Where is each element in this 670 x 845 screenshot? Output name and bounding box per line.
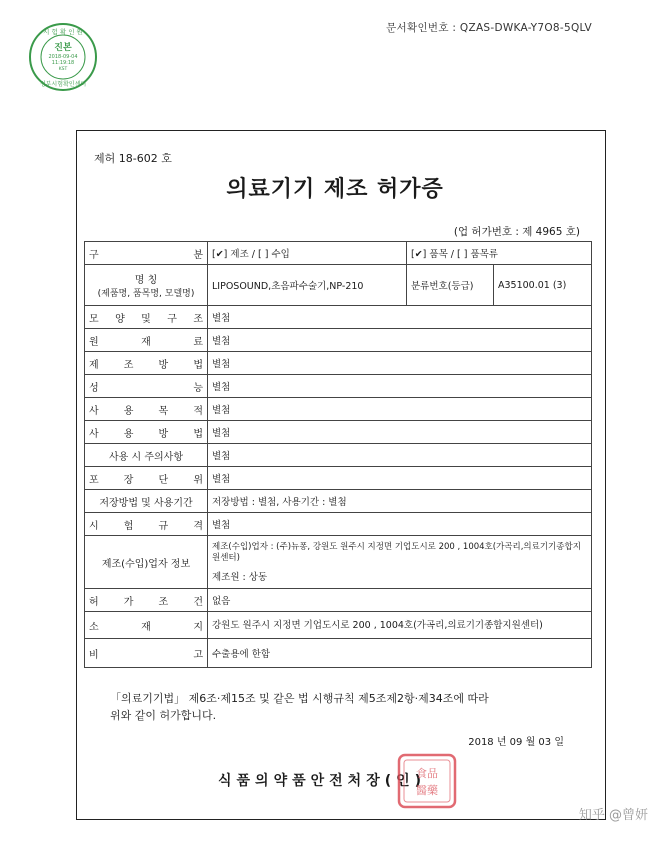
row-value: 별첨 xyxy=(208,352,592,375)
manufacturer-info: 제조(수입)업자 : (주)뉴퐁, 강원도 원주시 지정면 기업도시로 200 , 1004호(가곡리,의료기기종합지원센터) xyxy=(212,541,581,563)
seal-center-text: 진본 xyxy=(54,43,72,53)
row-extra-value: [✔] 품목 / [ ] 품목류 xyxy=(407,242,592,265)
row-label: 구 분 xyxy=(85,242,208,265)
svg-text:食品: 食品 xyxy=(416,767,438,780)
table-row xyxy=(85,612,592,639)
row-label: 사 용 목 적 xyxy=(85,398,208,421)
row-label xyxy=(85,265,208,306)
name-label: 명 칭 xyxy=(134,275,158,286)
issuer-name: 식품의약품안전처장(인) xyxy=(218,773,427,789)
row-value: 별첨 xyxy=(208,513,592,536)
row-label: 제 조 방 법 xyxy=(85,352,208,375)
row-value: 별첨 xyxy=(208,398,592,421)
svg-text:醫藥: 醫藥 xyxy=(416,784,438,797)
row-value: 강원도 원주시 지정면 기업도시로 200 , 1004호(가곡리,의료기기종합지원센터) xyxy=(208,612,592,639)
permit-table xyxy=(84,241,592,668)
row-value: 별첨 xyxy=(208,421,592,444)
row-label: 성 능 xyxy=(85,375,208,398)
row-value: 별첨 xyxy=(208,375,592,398)
legal-basis-line2: 위와 같이 허가합니다. xyxy=(110,709,217,722)
row-label: 사 용 방 법 xyxy=(85,421,208,444)
row-value: 별첨 xyxy=(208,444,592,467)
table-row xyxy=(85,265,592,306)
row-label: 모 양 및 구 조 xyxy=(85,306,208,329)
permit-number: 제허 18-602 호 xyxy=(94,152,172,165)
row-value: 별첨 xyxy=(208,467,592,490)
seal-tz: KST xyxy=(58,67,68,72)
row-value: LIPOSOUND,초음파수술기,NP-210 xyxy=(208,265,407,306)
row-value xyxy=(208,536,592,589)
table-row xyxy=(85,467,592,490)
document-check-id: 문서확인번호 : QZAS-DWKA-Y7O8-5QLV xyxy=(386,22,592,34)
official-stamp-icon xyxy=(396,752,458,810)
row-label: 비 고 xyxy=(85,639,208,668)
table-row xyxy=(85,329,592,352)
row-value: 저장방법 : 별첨, 사용기간 : 별첨 xyxy=(208,490,592,513)
row-label: 시 험 규 격 xyxy=(85,513,208,536)
issue-date: 2018 년 09 월 03 일 xyxy=(468,737,564,748)
table-row xyxy=(85,242,592,265)
table-row xyxy=(85,536,592,589)
name-sublabel: (제품명, 품목명, 모델명) xyxy=(97,289,195,299)
table-row xyxy=(85,398,592,421)
table-row xyxy=(85,375,592,398)
table-row xyxy=(85,306,592,329)
seal-time: 11:19:18 xyxy=(51,60,75,66)
classification-label: 분류번호(등급) xyxy=(407,265,494,306)
table-row xyxy=(85,421,592,444)
row-label: 저장방법 및 사용기간 xyxy=(85,490,208,513)
verification-seal xyxy=(28,22,98,92)
legal-basis-text xyxy=(110,690,570,724)
certificate-title: 의료기기 제조 허가증 xyxy=(226,177,444,202)
table-row xyxy=(85,444,592,467)
table-row xyxy=(85,589,592,612)
row-value: [✔] 제조 / [ ] 수입 xyxy=(208,242,407,265)
table-row xyxy=(85,513,592,536)
row-label: 사용 시 주의사항 xyxy=(85,444,208,467)
row-label: 소 재 지 xyxy=(85,612,208,639)
seal-bottom-text: 정부시험확인센터 xyxy=(39,81,87,88)
row-value: 별첨 xyxy=(208,329,592,352)
manufacturer-origin: 제조원 : 상동 xyxy=(212,571,268,583)
row-label: 허 가 조 건 xyxy=(85,589,208,612)
seal-date: 2018-09-04 xyxy=(48,54,78,60)
seal-top-text: 시 험 확 인 원 xyxy=(43,28,83,36)
legal-basis-line1: 「의료기기법」 제6조·제15조 및 같은 법 시행규칙 제5조제2항·제34조에 따라 xyxy=(110,692,489,705)
row-label: 제조(수입)업자 정보 xyxy=(85,536,208,589)
row-value: 없음 xyxy=(208,589,592,612)
table-row xyxy=(85,352,592,375)
table-row xyxy=(85,639,592,668)
business-license-number: (업 허가번호 : 제 4965 호) xyxy=(453,226,580,238)
classification-value: A35100.01 (3) xyxy=(494,265,592,306)
row-value: 수출용에 한함 xyxy=(208,639,592,668)
watermark-text: 知乎 @曾妍 xyxy=(578,808,648,823)
row-value: 별첨 xyxy=(208,306,592,329)
row-label: 포 장 단 위 xyxy=(85,467,208,490)
table-row xyxy=(85,490,592,513)
row-label: 원 재 료 xyxy=(85,329,208,352)
